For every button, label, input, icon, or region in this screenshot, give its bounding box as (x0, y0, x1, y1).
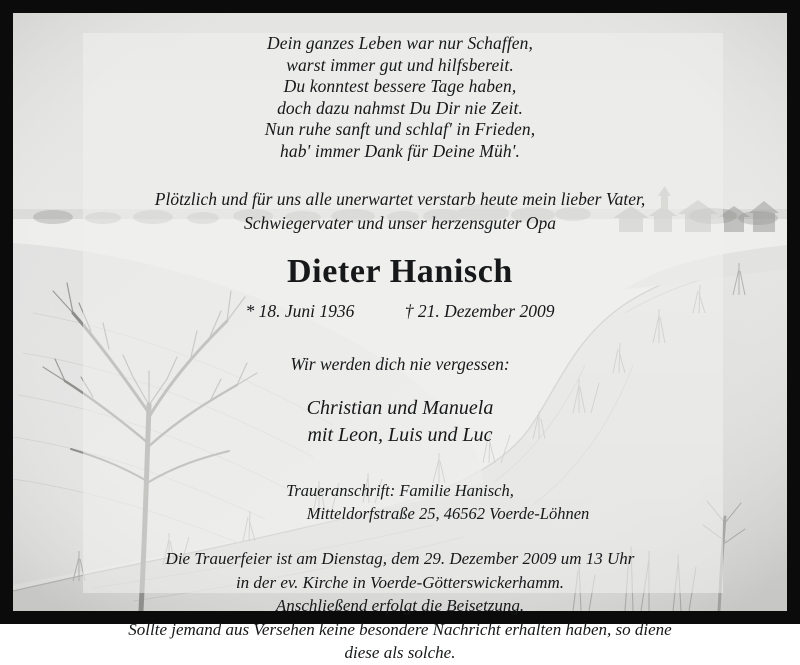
family-names (13, 395, 787, 449)
family-line-2: mit Leon, Luis und Luc (307, 424, 493, 446)
poem-line-4: doch dazu nahmst Du Dir nie Zeit. (277, 97, 523, 118)
address-line-2: Mitteldorfstraße 25, 46562 Voerde-Löhnen (306, 504, 590, 523)
birth-date: * 18. Juni 1936 (245, 301, 355, 321)
deceased-name: Dieter Hanisch (287, 253, 513, 290)
service-line-2: in der ev. Kirche in Voerde-Götterswickerhamm. (235, 572, 565, 592)
notice-content (13, 13, 787, 662)
poem-block (13, 33, 787, 162)
frame-left-border (0, 0, 13, 624)
family-line-1: Christian und Manuela (306, 397, 494, 419)
announcement-line-1: Plötzlich und für uns alle unerwartet verstarb heute mein lieber Vater, (154, 189, 646, 209)
address-line-1: Traueranschrift: Familie Hanisch, (286, 481, 514, 500)
poem-line-6: hab' immer Dank für Deine Müh'. (280, 140, 520, 161)
death-date: † 21. Dezember 2009 (404, 301, 555, 321)
frame-top-border (0, 0, 800, 13)
service-line-4: Sollte jemand aus Versehen keine besondere Nachricht erhalten haben, so diene (128, 619, 672, 639)
service-line-1: Die Trauerfeier ist am Dienstag, dem 29. Dezember 2009 um 13 Uhr (165, 549, 635, 568)
poem-line-1: Dein ganzes Leben war nur Schaffen, (267, 33, 533, 53)
service-details (13, 547, 787, 665)
poem-line-5: Nun ruhe sanft und schlaf' in Frieden, (264, 119, 536, 139)
frame-right-border (787, 0, 800, 624)
mourning-address (13, 479, 787, 525)
farewell-text: Wir werden dich nie vergessen: (290, 354, 510, 374)
service-line-3: Anschließend erfolgt die Beisetzung. (275, 596, 525, 615)
life-dates (13, 301, 787, 322)
announcement-text (13, 187, 787, 235)
poem-line-2: warst immer gut und hilfsbereit. (286, 54, 514, 75)
announcement-line-2: Schwiegervater und unser herzensguter Opa (243, 213, 557, 233)
service-line-5: diese als solche. (344, 643, 456, 662)
poem-line-3: Du konntest bessere Tage haben, (283, 76, 517, 96)
